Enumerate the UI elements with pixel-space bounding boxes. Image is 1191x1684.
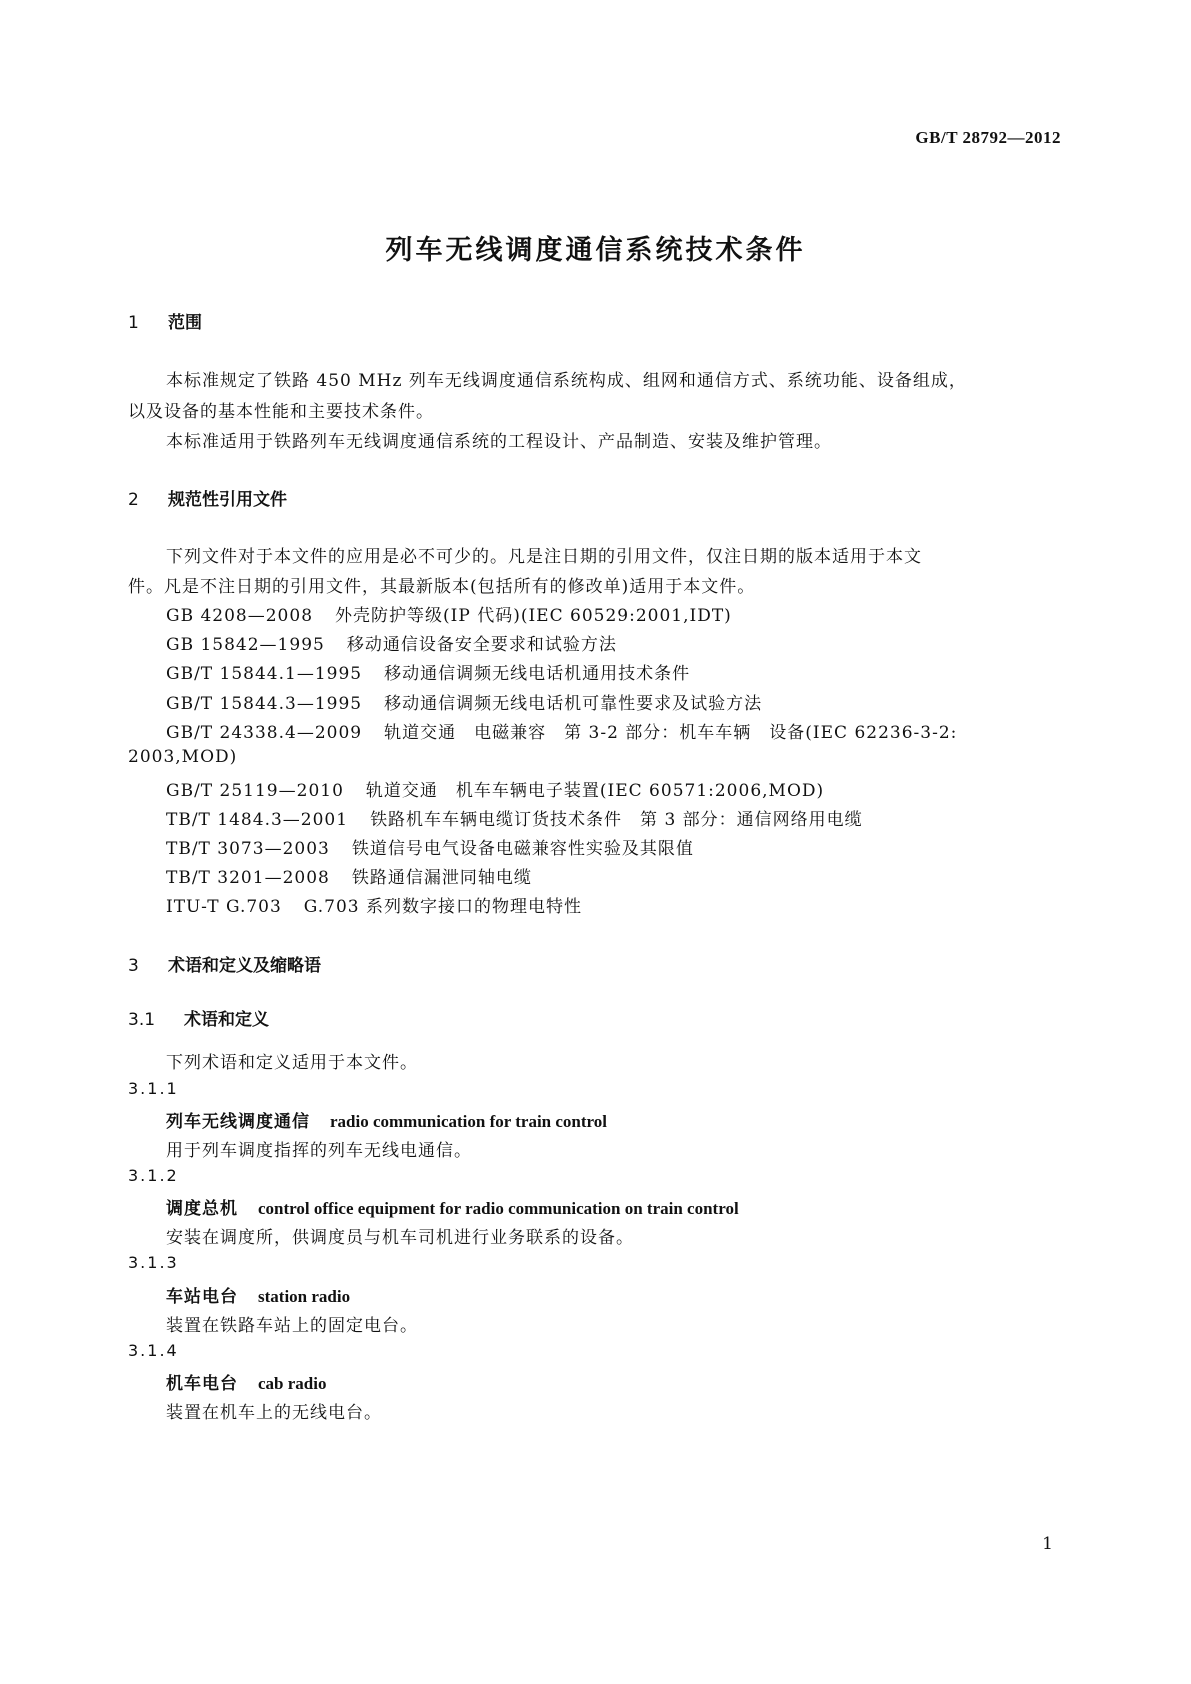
reference-item [166, 689, 762, 714]
reference-code: TB/T 3073—2003 [166, 839, 330, 859]
section-number: 1 [128, 313, 139, 333]
section-1-paragraph-2: 本标准适用于铁路列车无线调度通信系统的工程设计、产品制造、安装及维护管理。 [166, 432, 832, 452]
term-name-english: station radio [258, 1287, 351, 1306]
section-3-heading [128, 951, 321, 976]
document-title: 列车无线调度通信系统技术条件 [385, 235, 806, 266]
reference-code: GB/T 25119—2010 [166, 781, 344, 801]
reference-title: 轨道交通 机车车辆电子装置(IEC 60571:2006,MOD) [365, 781, 825, 801]
reference-title: 移动通信设备安全要求和试验方法 [346, 635, 617, 655]
reference-item [166, 834, 694, 859]
term-name-chinese: 机车电台 [166, 1374, 238, 1394]
reference-title: G.703 系列数字接口的物理电特性 [303, 897, 583, 917]
reference-item [166, 776, 824, 801]
section-2-heading [128, 485, 287, 510]
section-number: 3 [128, 956, 139, 976]
reference-code: GB 4208—2008 [166, 606, 314, 626]
term-name [166, 1107, 607, 1132]
term-definition: 安装在调度所，供调度员与机车司机进行业务联系的设备。 [166, 1228, 634, 1248]
reference-continuation: 2003,MOD) [128, 747, 238, 767]
section-1-heading [128, 308, 202, 333]
section-title: 术语和定义及缩略语 [168, 956, 321, 976]
term-name-chinese: 列车无线调度通信 [166, 1112, 310, 1132]
term-name-chinese: 调度总机 [166, 1199, 238, 1219]
reference-code: TB/T 3201—2008 [166, 868, 330, 888]
term-name [166, 1282, 350, 1307]
term-definition: 装置在铁路车站上的固定电台。 [166, 1316, 418, 1336]
term-name-english: radio communication for train control [330, 1112, 608, 1131]
term-name-english: control office equipment for radio communication on train control [258, 1199, 739, 1218]
section-1-paragraph-1-line-1: 本标准规定了铁路 450 MHz 列车无线调度通信系统构成、组网和通信方式、系统功能、设备组成， [166, 371, 967, 391]
page-number: 1 [1042, 1534, 1053, 1554]
reference-item [166, 863, 532, 888]
term-definition: 装置在机车上的无线电台。 [166, 1403, 382, 1423]
reference-item [166, 805, 863, 830]
term-name-english: cab radio [258, 1374, 327, 1393]
reference-code: GB/T 15844.3—1995 [166, 694, 363, 714]
subsection-number: 3.1 [128, 1010, 156, 1030]
term-name [166, 1369, 326, 1394]
reference-title: 移动通信调频无线电话机通用技术条件 [384, 664, 691, 684]
term-name-chinese: 车站电台 [166, 1287, 238, 1307]
reference-title: 铁路通信漏泄同轴电缆 [351, 868, 532, 888]
reference-code: TB/T 1484.3—2001 [166, 810, 349, 830]
section-number: 2 [128, 490, 139, 510]
reference-item [166, 630, 617, 655]
subsection-title: 术语和定义 [184, 1010, 269, 1030]
document-code: GB/T 28792—2012 [915, 128, 1061, 147]
term-number: 3.1.3 [128, 1253, 179, 1272]
section-1-paragraph-1-line-2: 以及设备的基本性能和主要技术条件。 [128, 402, 434, 422]
reference-title: 外壳防护等级(IP 代码)(IEC 60529:2001,IDT) [335, 606, 732, 626]
reference-code: GB 15842—1995 [166, 635, 325, 655]
term-number: 3.1.4 [128, 1341, 179, 1360]
reference-code: GB/T 24338.4—2009 [166, 723, 363, 743]
reference-item [166, 718, 957, 743]
reference-code: ITU-T G.703 [166, 897, 282, 917]
reference-code: GB/T 15844.1—1995 [166, 664, 363, 684]
section-title: 规范性引用文件 [168, 490, 287, 510]
reference-title: 移动通信调频无线电话机可靠性要求及试验方法 [384, 694, 763, 714]
subsection-intro: 下列术语和定义适用于本文件。 [166, 1053, 418, 1073]
reference-item [166, 659, 690, 684]
term-number: 3.1.1 [128, 1079, 179, 1098]
reference-item [166, 892, 582, 917]
reference-title: 铁道信号电气设备电磁兼容性实验及其限值 [351, 839, 694, 859]
reference-item [166, 601, 732, 626]
section-2-intro-line-2: 件。凡是不注日期的引用文件，其最新版本(包括所有的修改单)适用于本文件。 [128, 577, 756, 597]
term-number: 3.1.2 [128, 1166, 179, 1185]
reference-title: 铁路机车车辆电缆订货技术条件 第 3 部分：通信网络用电缆 [370, 810, 863, 830]
section-2-intro-line-1: 下列文件对于本文件的应用是必不可少的。凡是注日期的引用文件，仅注日期的版本适用于本文 [166, 547, 922, 567]
section-title: 范围 [168, 313, 202, 333]
subsection-3-1-heading [128, 1005, 269, 1030]
term-definition: 用于列车调度指挥的列车无线电通信。 [166, 1141, 472, 1161]
term-name [166, 1194, 739, 1219]
reference-title: 轨道交通 电磁兼容 第 3-2 部分：机车车辆 设备(IEC 62236-3-2: [384, 723, 958, 743]
